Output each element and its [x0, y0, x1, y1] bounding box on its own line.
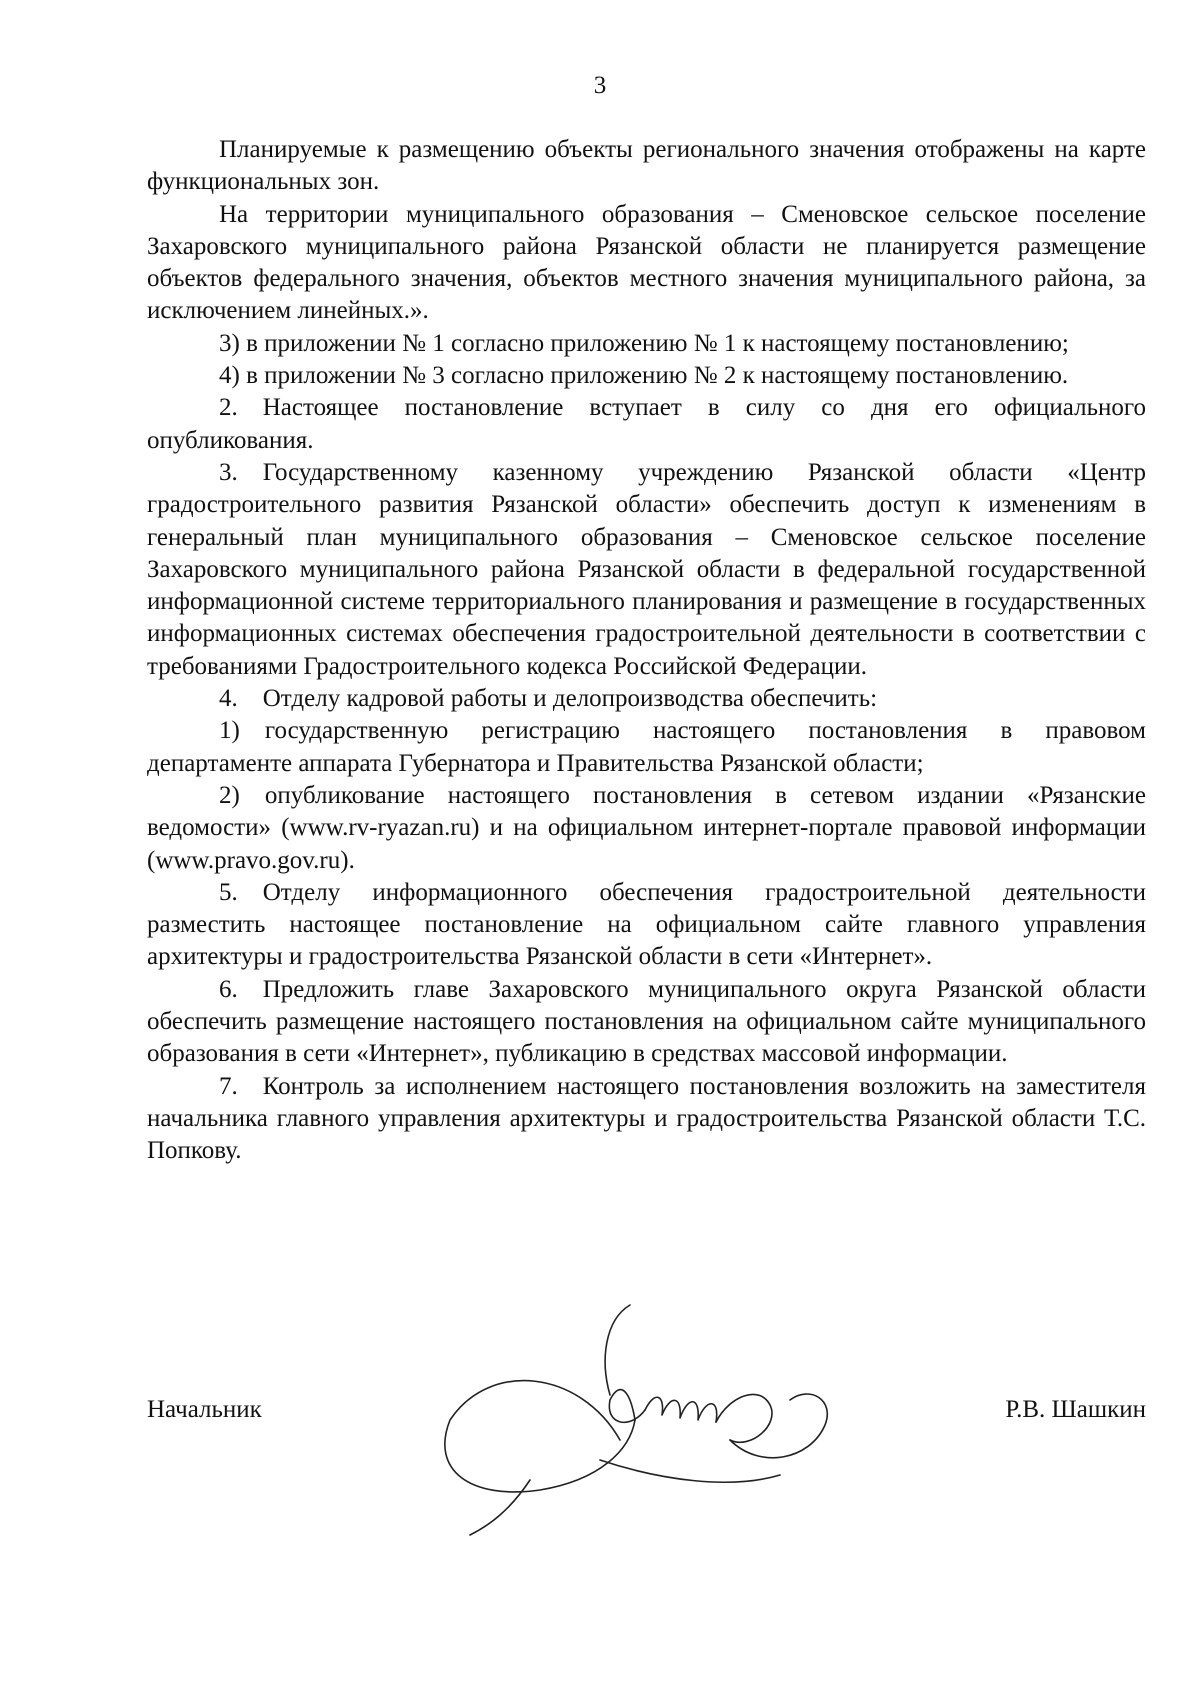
signature-block [147, 1396, 1146, 1436]
paragraph-item-3: 3. Государственному казенному учреждению Рязанской области «Центр градостроительного развития Рязанской области» обеспечить доступ к изменениям в генеральный план муниципального образования – Сменовское сельское поселение Захаровского муниципального района Рязанской области в федеральной государственной информационной системе территориального планирования и размещение в государственных информационных системах обеспечения градостроительной деятельности в соответствии с требованиями Градостроительного кодекса Российской Федерации. [147, 458, 1146, 680]
paragraph-regional-objects: Планируемые к размещению объекты регионального значения отображены на карте функциональных зон. [147, 136, 1146, 196]
paragraph-item-2: 2. Настоящее постановление вступает в силу со дня его официального опубликования. [147, 394, 1146, 454]
paragraph-item-4: 4. Отделу кадровой работы и делопроизводства обеспечить: [219, 685, 878, 713]
paragraph-item-6: 6. Предложить главе Захаровского муниципального округа Рязанской области обеспечить размещение настоящего постановления на официальном сайте муниципального образования в сети «Интернет», публикацию в средствах массовой информации. [147, 975, 1146, 1068]
signatory-name: Р.В. Шашкин [1005, 1396, 1146, 1423]
position-title: Начальник [147, 1396, 262, 1423]
paragraph-appendix-3: 4) в приложении № 3 согласно приложению № 2 к настоящему постановлению. [219, 362, 1069, 390]
paragraph-item-4-2: 2) опубликование настоящего постановления в сетевом издании «Рязанские ведомости» (www.rv-ryazan.ru) и на официальном интернет-портале правовой информации (www.pravo.gov.ru). [147, 781, 1146, 874]
paragraph-territory: На территории муниципального образования – Сменовское сельское поселение Захаровского муниципального района Рязанской области не планируется размещение объектов федерального значения, объектов местного значения муниципального района, за исключением линейных.». [147, 200, 1146, 325]
paragraph-item-5: 5. Отделу информационного обеспечения градостроительной деятельности разместить настоящее постановление на официальном сайте главного управления архитектуры и градостроительства Рязанской области в сети «Интернет». [147, 878, 1146, 971]
paragraph-appendix-1: 3) в приложении № 1 согласно приложению № 1 к настоящему постановлению; [219, 329, 1069, 357]
document-body [147, 134, 1146, 1168]
paragraph-item-4-1: 1) государственную регистрацию настоящего постановления в правовом департаменте аппарата Губернатора и Правительства Рязанской области; [147, 717, 1146, 777]
paragraph-item-7: 7. Контроль за исполнением настоящего постановления возложить на заместителя начальника главного управления архитектуры и градостроительства Рязанской области Т.С. Попкову. [147, 1072, 1146, 1165]
page-number: 3 [593, 72, 607, 99]
